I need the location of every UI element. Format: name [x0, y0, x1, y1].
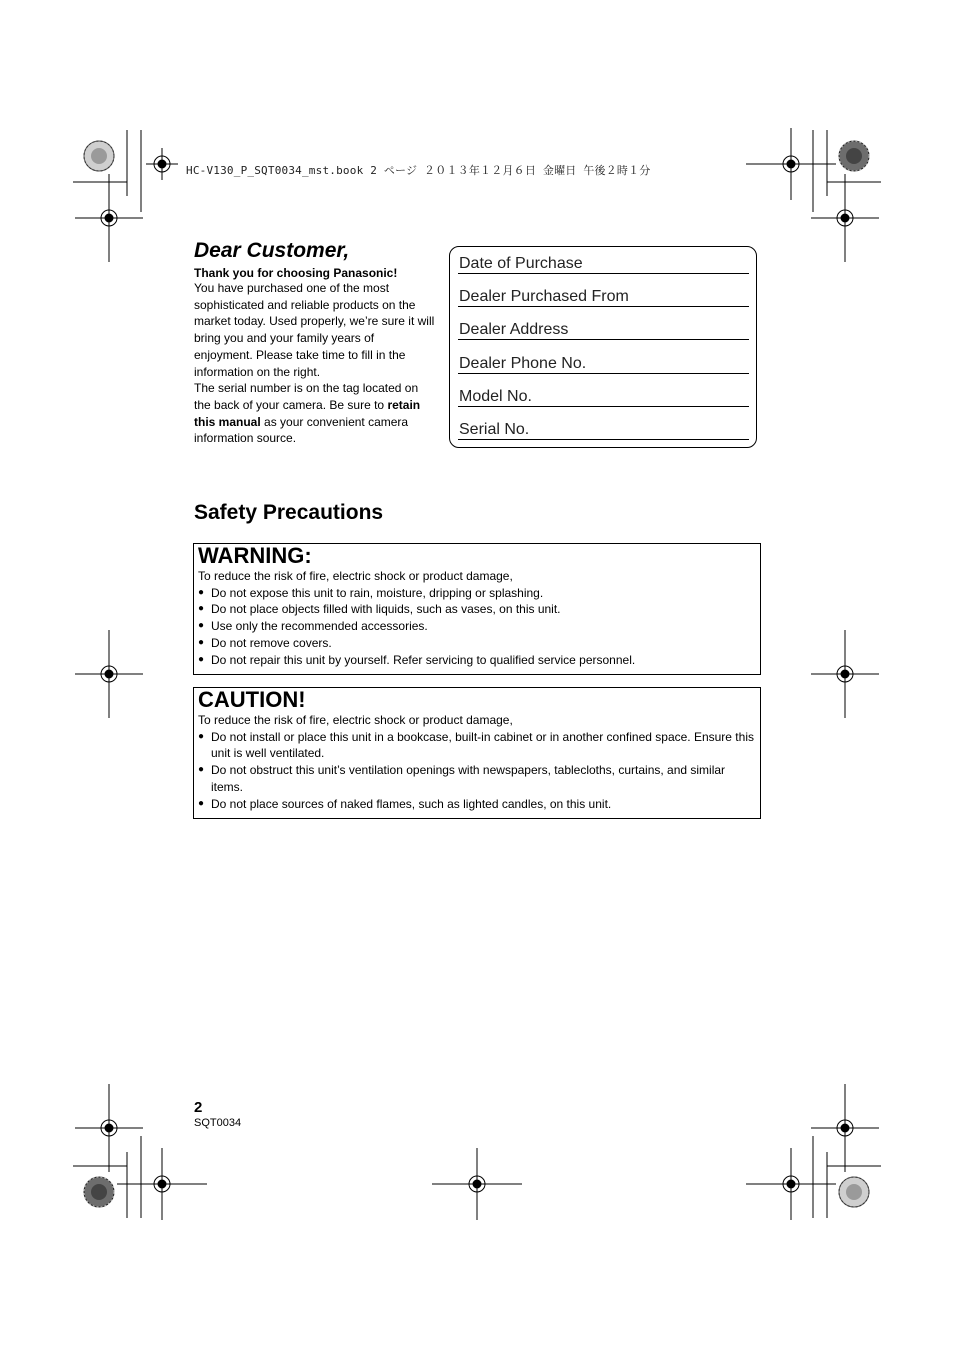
bullet-icon: ●	[198, 764, 205, 776]
bullet-icon: ●	[198, 603, 205, 615]
list-item	[198, 762, 756, 795]
bullet-icon: ●	[198, 620, 205, 632]
list-item-text: Do not obstruct this unit’s ventilation openings with newspapers, tablecloths, curtains, and similar items.	[211, 763, 726, 794]
safety-precautions-title: Safety Precautions	[194, 501, 384, 524]
list-item	[198, 601, 756, 618]
dealer-phone-field[interactable]	[458, 347, 749, 374]
caution-intro: To reduce the risk of fire, electric shock or product damage,	[198, 713, 513, 727]
document-code: SQT0034	[194, 1117, 242, 1129]
retain-manual-emphasis: retain this manual	[194, 397, 421, 429]
list-item	[198, 635, 756, 652]
field-label: Dealer Phone No.	[459, 355, 587, 372]
field-label: Model No.	[459, 388, 532, 405]
list-item-text: Do not expose this unit to rain, moisture, dripping or splashing.	[211, 585, 544, 600]
caution-title: CAUTION!	[198, 687, 306, 712]
caution-box	[193, 687, 761, 819]
dealer-purchased-from-field[interactable]	[458, 280, 749, 307]
field-label: Dealer Purchased From	[459, 288, 629, 305]
serial-text-a: The serial number is on the tag located on the back of your camera. Be sure to	[194, 381, 419, 412]
field-label: Dealer Address	[459, 321, 569, 338]
warning-box	[193, 543, 761, 675]
list-item-text: Do not place objects filled with liquids, such as vases, on this unit.	[211, 602, 561, 617]
dear-customer-title: Dear Customer,	[194, 239, 350, 262]
list-item-text: Do not repair this unit by yourself. Refer servicing to qualified service personnel.	[211, 652, 636, 667]
intro-paragraph: You have purchased one of the most sophisticated and reliable products on the market today. Used properly, we’re sure it will bring you and your family years of enjoyment. Please take time to fill in the information on the right.	[194, 281, 435, 379]
list-item	[198, 729, 756, 762]
list-item-text: Do not install or place this unit in a bookcase, built-in cabinet or in another confined space. Ensure this unit is well ventilated.	[211, 729, 754, 761]
model-no-field[interactable]	[458, 380, 749, 407]
list-item	[198, 618, 756, 635]
page-number: 2	[194, 1099, 203, 1116]
list-item-text: Do not place sources of naked flames, such as lighted candles, on this unit.	[211, 796, 612, 811]
caution-list	[198, 729, 756, 813]
field-label: Date of Purchase	[459, 255, 583, 272]
bullet-icon: ●	[198, 730, 205, 742]
list-item	[198, 796, 756, 813]
dealer-address-field[interactable]	[458, 313, 749, 340]
warning-title: WARNING:	[198, 543, 312, 568]
warning-list	[198, 585, 756, 669]
bullet-icon: ●	[198, 797, 205, 809]
list-item-text: Do not remove covers.	[211, 635, 332, 650]
serial-paragraph	[194, 380, 436, 447]
list-item	[198, 585, 756, 602]
warning-intro: To reduce the risk of fire, electric shock or product damage,	[198, 569, 513, 583]
thank-you-line: Thank you for choosing Panasonic!	[194, 266, 398, 280]
date-of-purchase-field[interactable]	[458, 247, 749, 274]
field-label: Serial No.	[459, 421, 530, 438]
bullet-icon: ●	[198, 636, 205, 648]
print-header: HC-V130_P_SQT0034_mst.book 2 ページ ２０１３年１２月６日 金曜日 午後２時１分	[186, 164, 651, 177]
serial-text-b: as your convenient camera information source.	[194, 414, 409, 446]
list-item	[198, 652, 756, 669]
purchase-info-box	[449, 246, 757, 448]
bullet-icon: ●	[198, 586, 205, 598]
intro-text	[194, 280, 436, 447]
bullet-icon: ●	[198, 653, 205, 665]
list-item-text: Use only the recommended accessories.	[211, 619, 428, 634]
serial-no-field[interactable]	[458, 413, 749, 440]
